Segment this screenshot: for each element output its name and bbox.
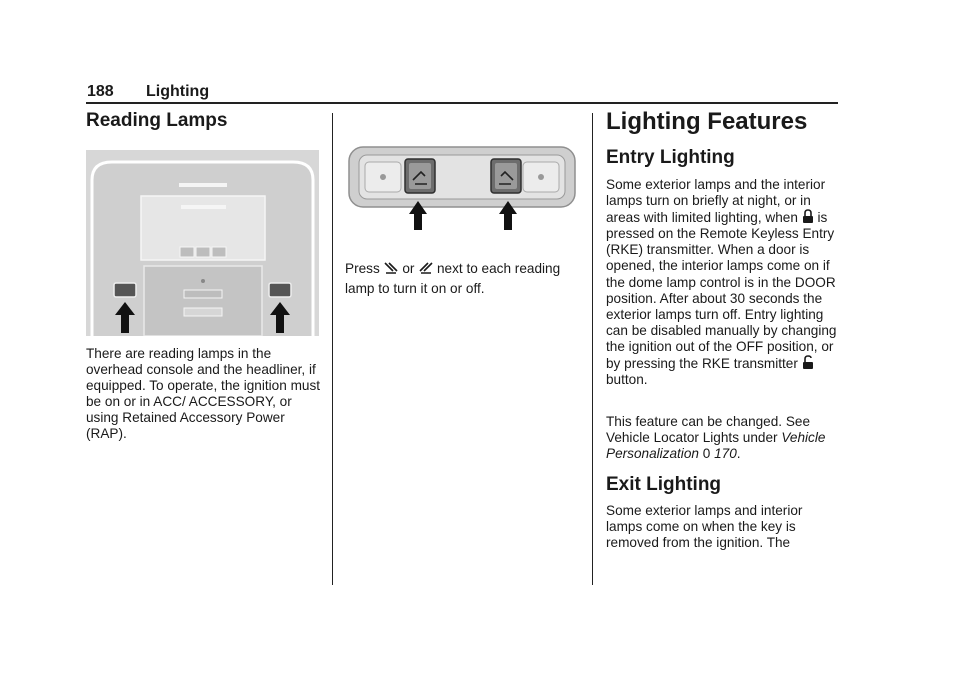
- vehicle-locator-lights-link[interactable]: Vehicle Locator Lights: [606, 430, 740, 446]
- reading-lamps-heading: Reading Lamps: [86, 110, 228, 131]
- reading-lamp-left-icon: [384, 262, 399, 275]
- exit-lighting-paragraph: Some exterior lamps and interior lamps come on when the key is removed from the ignition. The: [606, 503, 803, 551]
- reading-lamp-right-icon: [418, 262, 433, 275]
- exit-lighting-heading: Exit Lighting: [606, 474, 722, 495]
- feature-change-paragraph: This feature can be changed. See Vehicle Locator Lights under Vehicle Personalization 0 170.: [606, 414, 826, 462]
- entry-text-2: is pressed on the Remote Keyless Entry (RKE) transmitter. When a door is opened, the interior lamps come on if the dome lamp control is in the DOOR position. After about 30 seconds the exterior lamps turn off. Entry lighting can be disabled manually by changing the ignition out of the OFF position, or by pressing the RKE transmitter: [606, 210, 837, 372]
- headliner-illustration: [86, 150, 319, 336]
- entry-lighting-heading: Entry Lighting: [606, 147, 735, 168]
- section-title: Lighting: [146, 83, 210, 100]
- page-ref-symbol: 0: [702, 446, 711, 462]
- entry-text-1: Some exterior lamps and the interior lamps turn on briefly at night, or in areas with limited lighting, when: [606, 177, 826, 226]
- entry-lighting-paragraph: [606, 177, 842, 388]
- press-or: or: [402, 261, 415, 276]
- vehicle-personalization-link[interactable]: Vehicle Personalization: [606, 430, 826, 462]
- change-under: under: [742, 430, 778, 446]
- entry-text-3: button.: [606, 372, 648, 388]
- reading-lamps-paragraph: There are reading lamps in the overhead console and the headliner, if equipped. To operate, the ignition must be on or in ACC/ ACCESSORY, or using Retained Accessory Power (RAP).: [86, 346, 321, 442]
- lighting-features-heading: Lighting Features: [606, 108, 808, 135]
- column-divider-left: [332, 113, 333, 585]
- page-ref-number[interactable]: 170: [714, 446, 737, 462]
- change-text: This feature can be changed. See: [606, 414, 811, 429]
- press-instructions: [345, 259, 585, 299]
- column-divider-right: [592, 113, 593, 585]
- press-prefix: Press: [345, 261, 380, 276]
- unlock-icon: [802, 355, 814, 370]
- press-suffix: next to each reading lamp to turn it on or off.: [345, 261, 561, 296]
- lock-icon: [802, 209, 814, 224]
- page-number: 188: [87, 83, 114, 100]
- header-rule: [86, 102, 838, 104]
- reading-lamp-buttons-illustration: [345, 142, 577, 234]
